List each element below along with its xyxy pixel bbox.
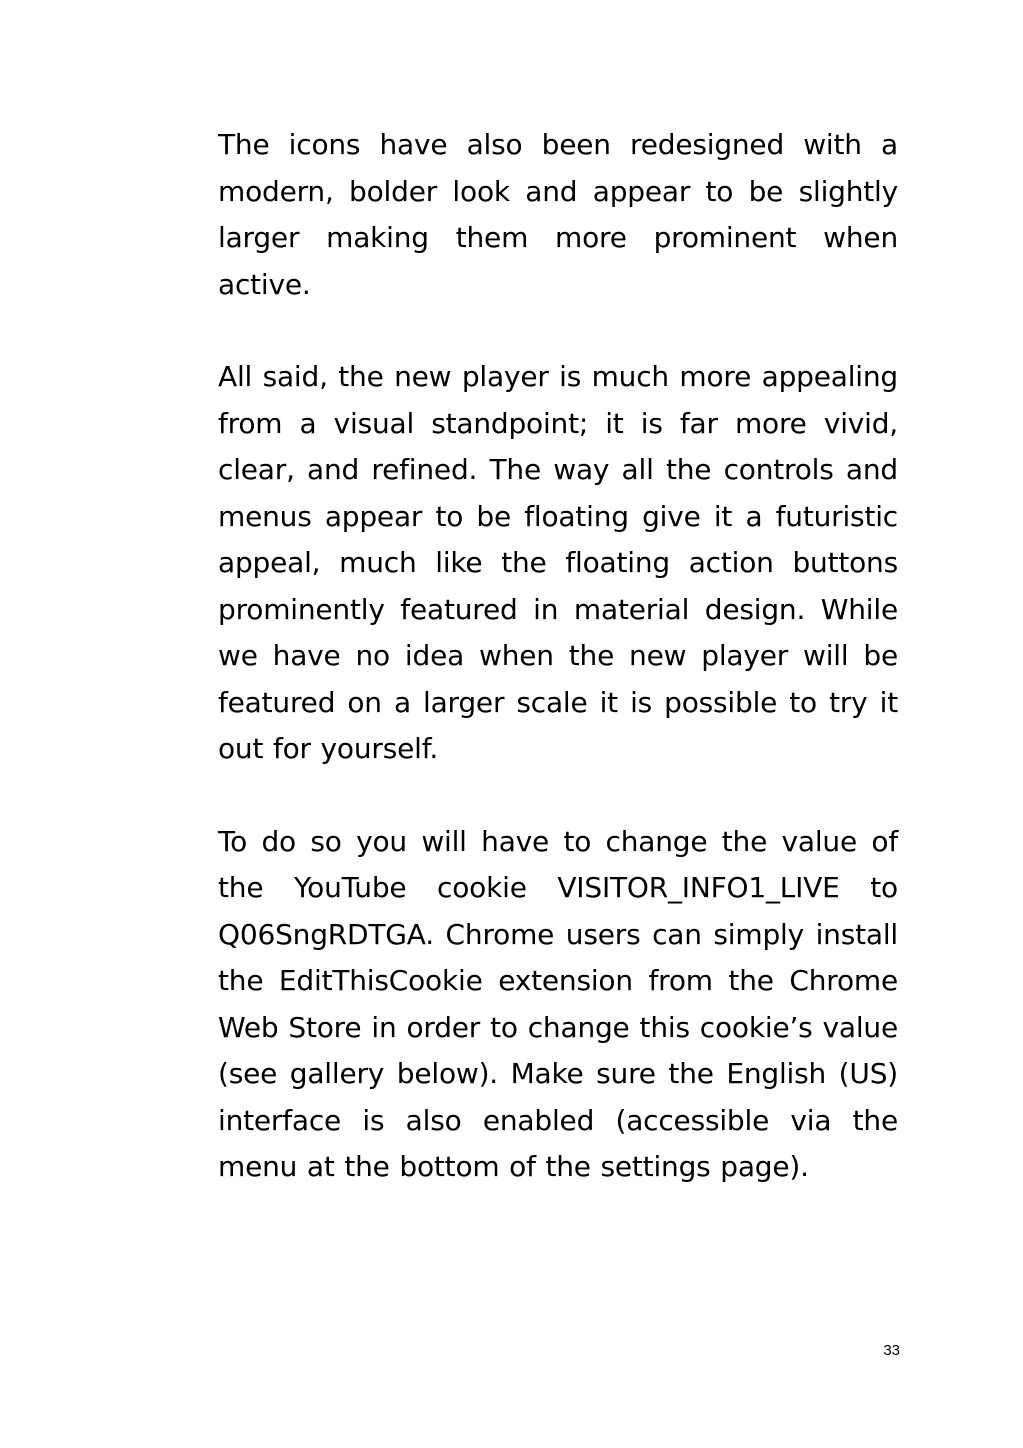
document-body bbox=[218, 122, 898, 1191]
paragraph-icons-redesign: The icons have also been redesigned with a modern, bolder look and appear to be slightly larger making them more prominent when active. bbox=[218, 128, 898, 301]
paragraph-new-player-appeal: All said, the new player is much more appealing from a visual standpoint; it is far more vivid, clear, and refined. The way all the controls and menus appear to be floating give it a futuristic appeal, much like the floating action buttons prominently featured in material design. While we have no idea when the new player will be featured on a larger scale it is possible to try it out for yourself. bbox=[218, 360, 898, 765]
paragraph-cookie-instructions: To do so you will have to change the value of the YouTube cookie VISITOR_INFO1_LIVE to Q06SngRDTGA. Chrome users can simply install the EditThisCookie extension from the Chrome Web Store in order to change this cookie’s value (see gallery below). Make sure the English (US) interface is also enabled (accessible via the menu at the bottom of the settings page). bbox=[218, 824, 898, 1183]
page-number: 33 bbox=[883, 1342, 900, 1359]
